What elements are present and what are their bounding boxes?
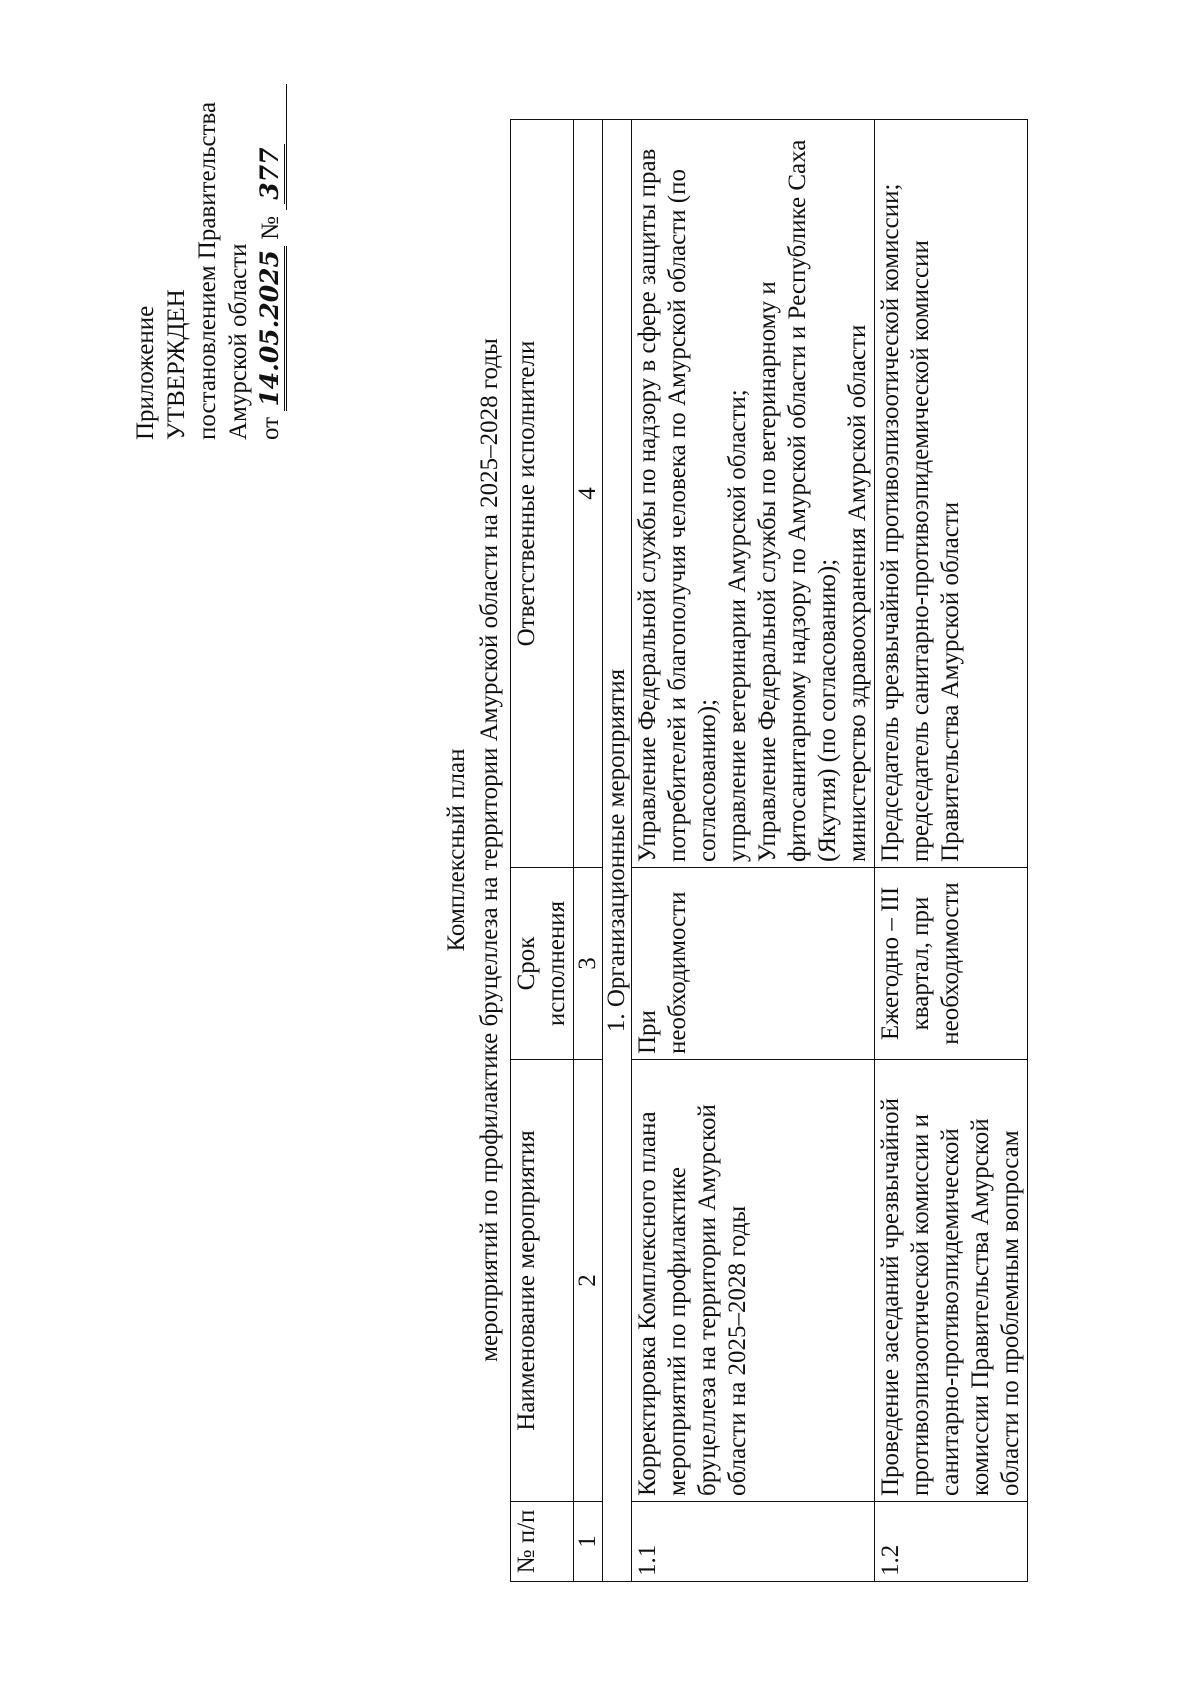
executor-item: Управление Федеральной службы по надзору в сфере защиты прав потребителей и благополучия человека по Амурской области (по согласованию);	[634, 148, 721, 862]
row-executors	[875, 120, 1028, 868]
executor-item: управление ветеринарии Амурской области;	[724, 389, 751, 862]
header-executors: Ответственные исполнители	[511, 120, 574, 868]
row-number: 1.2	[875, 1502, 1028, 1582]
table-row	[632, 120, 875, 1582]
number-prefix: №	[257, 215, 284, 240]
row-name: Проведение заседаний чрезвычайной противоэпизоотической комиссии и санитарно-противоэпидемической комиссии Правительства Амурской области по проблемным вопросам	[875, 1060, 1028, 1502]
approval-number	[254, 84, 287, 210]
executor-item: Управление Федеральной службы по ветеринарному и фитосанитарному надзору по Амурской области и Республике Саха (Якутия) (по согласованию);	[754, 139, 841, 862]
header-row	[511, 120, 574, 1582]
executor-item: Председатель чрезвычайной противоэпизоотической комиссии;	[877, 183, 904, 862]
rotated-sheet	[45, 30, 1155, 1670]
region-label: Амурской области	[225, 243, 252, 440]
column-index: 3	[574, 868, 603, 1060]
document-title	[440, 260, 506, 1440]
header-number: № п/п	[511, 1502, 574, 1582]
column-index: 4	[574, 120, 603, 868]
executor-item: председатель санитарно-противоэпидемической комиссии Правительства Амурской области	[907, 240, 964, 862]
approval-date	[254, 246, 287, 411]
plan-table	[510, 119, 1028, 1582]
row-number: 1.1	[632, 1502, 875, 1582]
title-line-1: Комплексный план	[443, 748, 470, 952]
date-prefix: от	[257, 416, 284, 440]
appendix-label: Приложение	[132, 305, 159, 440]
table-row	[875, 120, 1028, 1582]
column-index: 2	[574, 1060, 603, 1502]
row-term: Ежегодно – III квартал, при необходимости	[875, 868, 1028, 1060]
approved-label: УТВЕРЖДЕН	[163, 289, 190, 440]
row-name: Корректировка Комплексного плана мероприятий по профилактике бруцеллеза на территории Амурской области на 2025–2028 годы	[632, 1060, 875, 1502]
header-term: Срок исполнения	[511, 868, 574, 1060]
executor-item: министерство здравоохранения Амурской области	[844, 324, 871, 862]
row-term: При необходимости	[632, 868, 875, 1060]
column-index-row	[574, 120, 603, 1582]
approval-date-handwritten: 14.05.2025	[255, 246, 285, 411]
date-number-line	[254, 60, 287, 440]
approval-number-handwritten: 377	[255, 144, 285, 204]
column-index: 1	[574, 1502, 603, 1582]
resolution-label: постановлением Правительства	[194, 101, 221, 440]
header-name: Наименование мероприятия	[511, 1060, 574, 1502]
section-row	[603, 120, 632, 1582]
section-title: 1. Организационные мероприятия	[603, 120, 632, 1582]
appendix-block	[130, 60, 287, 440]
title-line-2: мероприятий по профилактике бруцеллеза на территории Амурской области на 2025–2028 годы	[476, 338, 503, 1362]
row-executors	[632, 120, 875, 868]
